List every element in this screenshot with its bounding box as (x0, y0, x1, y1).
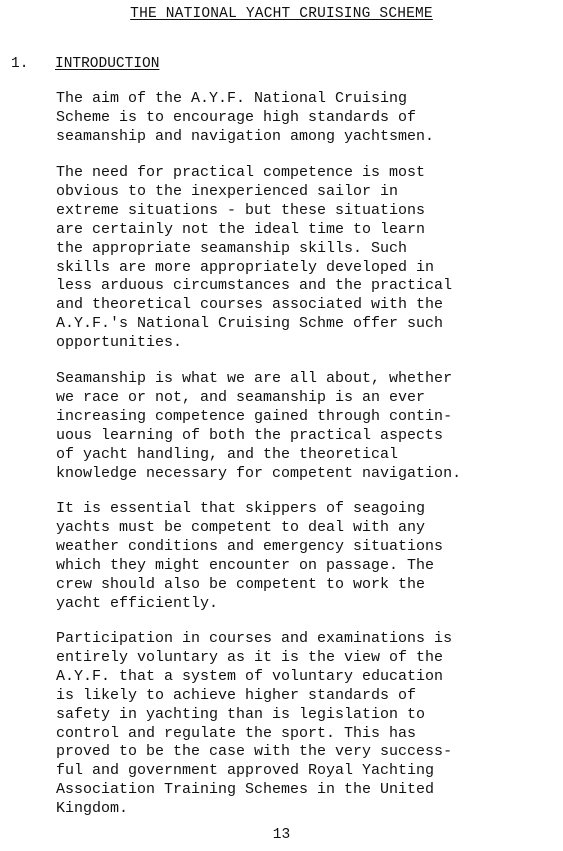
text-line: A.Y.F. that a system of voluntary education (56, 667, 444, 685)
text-line: Kingdom. (56, 800, 129, 818)
paragraph-participation (56, 630, 452, 819)
text-line: Participation in courses and examinations is (56, 630, 453, 647)
text-line: extreme situations - but these situations (56, 201, 426, 219)
text-line: safety in yachting than is legislation to (56, 705, 426, 723)
text-line: crew should also be competent to work the (56, 575, 426, 593)
text-line: increasing competence gained through contin- (56, 407, 453, 425)
text-line: It is essential that skippers of seagoing (56, 500, 426, 517)
text-line: and theoretical courses associated with the (56, 296, 444, 314)
text-line: seamanship and navigation among yachtsmen. (56, 127, 435, 145)
text-line: obvious to the inexperienced sailor in (56, 182, 399, 200)
text-line: opportunities. (56, 334, 183, 352)
page-number: 13 (272, 827, 291, 843)
text-line: The aim of the A.Y.F. National Cruising (56, 90, 408, 107)
text-line: A.Y.F.'s National Cruising Schme offer such (56, 315, 444, 333)
text-line: is likely to achieve higher standards of (56, 686, 417, 704)
paragraph-aim (56, 90, 434, 147)
text-line: less arduous circumstances and the practical (56, 277, 453, 295)
page-title: THE NATIONAL YACHT CRUISING SCHEME (130, 6, 433, 22)
section-number: 1. (11, 56, 29, 72)
text-line: control and regulate the sport. This has (56, 724, 417, 742)
paragraph-skippers (56, 500, 443, 613)
text-line: Association Training Schemes in the United (56, 781, 435, 799)
text-line: skills are more appropriately developed in (56, 258, 435, 276)
text-line: we race or not, and seamanship is an ever (56, 388, 426, 406)
text-line: knowledge necessary for competent navigation. (56, 464, 462, 482)
text-line: ful and government approved Royal Yachting (56, 762, 435, 780)
section-title: INTRODUCTION (55, 56, 160, 72)
text-line: The need for practical competence is most (56, 164, 426, 181)
section-heading (11, 56, 159, 72)
text-line: Seamanship is what we are all about, whether (56, 370, 453, 387)
text-line: weather conditions and emergency situations (56, 537, 444, 555)
paragraph-seamanship (56, 370, 461, 483)
text-line: the appropriate seamanship skills. Such (56, 239, 408, 257)
text-line: are certainly not the ideal time to learn (56, 220, 426, 238)
text-line: proved to be the case with the very success- (56, 743, 453, 761)
text-line: yacht efficiently. (56, 594, 219, 612)
text-line: entirely voluntary as it is the view of the (56, 648, 444, 666)
text-line: Scheme is to encourage high standards of (56, 108, 417, 126)
paragraph-practical-competence (56, 164, 452, 353)
text-line: of yacht handling, and the theoretical (56, 445, 399, 463)
text-line: uous learning of both the practical aspects (56, 426, 444, 444)
text-line: yachts must be competent to deal with any (56, 518, 426, 536)
text-line: which they might encounter on passage. The (56, 556, 435, 574)
